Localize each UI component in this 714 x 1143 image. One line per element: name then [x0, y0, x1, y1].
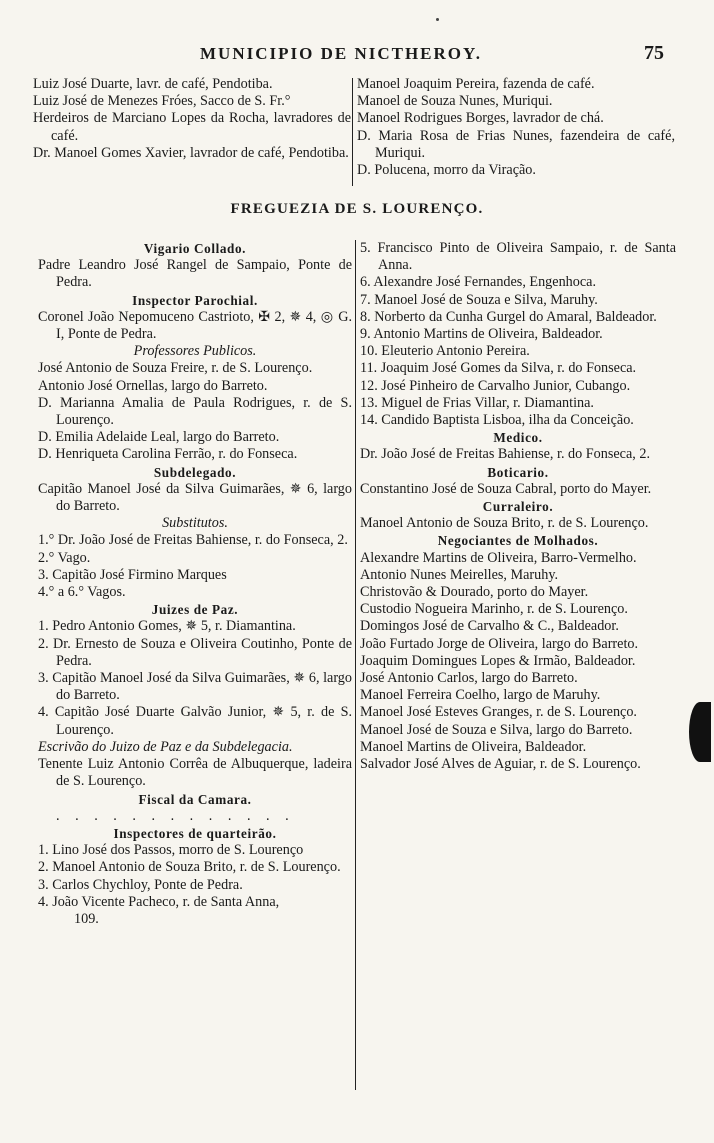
list-item: 7. Manoel José de Souza e Silva, Maruhy.: [360, 291, 598, 308]
list-item: 1. Pedro Antonio Gomes, ✵ 5, r. Diamantina.: [38, 618, 296, 635]
section-heading: Curraleiro.: [482, 499, 554, 515]
page-number: 75: [644, 42, 664, 64]
list-item: Antonio Nunes Meirelles, Maruhy.: [360, 566, 559, 583]
list-item: Manoel José Esteves Granges, r. de S. Lourenço.: [360, 704, 637, 721]
section-heading: Medico.: [493, 430, 543, 446]
list-item: Manoel Rodrigues Borges, lavrador de chá.: [357, 110, 604, 127]
section-heading: Inspectores de quarteirão.: [113, 825, 277, 841]
list-item: José Antonio Carlos, largo do Barreto.: [360, 670, 578, 687]
list-item: 2. Dr. Ernesto de Souza e Oliveira Coutinho, Ponte de Pedra.: [38, 635, 352, 669]
list-item: Luiz José de Menezes Fróes, Sacco de S. Fr.°: [33, 93, 291, 110]
section-heading: Negociantes de Molhados.: [437, 533, 599, 549]
list-item: Salvador José Alves de Aguiar, r. de S. Lourenço.: [360, 756, 641, 773]
list-item: 8. Norberto da Cunha Gurgel do Amaral, Baldeador.: [360, 308, 657, 325]
binding-edge-mark: [689, 702, 711, 762]
list-item: Manoel Joaquim Pereira, fazenda de café.: [357, 76, 595, 92]
column-divider: [352, 78, 353, 186]
list-item: 11. Joaquim José Gomes da Silva, r. do Fonseca.: [360, 360, 637, 377]
list-item: Coronel João Nepomuceno Castrioto, ✠ 2, ✵ 4, ◎ G. I, Ponte de Pedra.: [38, 308, 352, 343]
list-item: 4. João Vicente Pacheco, r. de Santa Anna,: [38, 893, 280, 910]
right-column: [360, 240, 676, 773]
list-item: 2. Manoel Antonio de Souza Brito, r. de S. Lourenço.: [38, 859, 341, 876]
list-item: 12. José Pinheiro de Carvalho Junior, Cubango.: [360, 377, 631, 394]
list-item: Christovão & Dourado, porto do Mayer.: [360, 584, 589, 601]
footer-number: 109.: [74, 910, 99, 927]
list-item: Manoel Martins de Oliveira, Baldeador.: [360, 738, 587, 755]
list-item: Custodio Nogueira Marinho, r. de S. Lourenço.: [360, 601, 628, 618]
list-item: Padre Leandro José Rangel de Sampaio, Ponte de Pedra.: [38, 257, 352, 291]
list-item: Manoel Antonio de Souza Brito, r. de S. Lourenço.: [360, 515, 649, 532]
left-column: [38, 240, 352, 928]
list-item: 4. Capitão José Duarte Galvão Junior, ✵ 5, r. de S. Lourenço.: [38, 704, 352, 738]
list-item: 3. Carlos Chychloy, Ponte de Pedra.: [38, 876, 243, 893]
list-item: 6. Alexandre José Fernandes, Engenhoca.: [360, 274, 596, 291]
list-item: Manoel José de Souza e Silva, largo do Barreto.: [360, 721, 633, 738]
section-heading: Juizes de Paz.: [151, 602, 239, 618]
list-item: 1.° Dr. João José de Freitas Bahiense, r. do Fonseca, 2.: [38, 532, 348, 549]
list-item: Joaquim Domingues Lopes & Irmão, Baldeador.: [360, 652, 636, 669]
list-item: 5. Francisco Pinto de Oliveira Sampaio, r. de Santa Anna.: [360, 240, 676, 274]
subsection-heading: Substitutos.: [162, 515, 228, 532]
list-item: D. Emilia Adelaide Leal, largo do Barreto.: [38, 429, 280, 446]
top-right-column: [357, 76, 675, 179]
list-item: 3. Capitão Manoel José da Silva Guimarães, ✵ 6, largo do Barreto.: [38, 670, 352, 704]
list-item: Domingos José de Carvalho & C., Baldeador.: [360, 618, 619, 635]
list-item: 14. Candido Baptista Lisboa, ilha da Conceição.: [360, 412, 634, 429]
print-speck: [436, 18, 439, 21]
list-item: Herdeiros de Marciano Lopes da Rocha, lavradores de café.: [33, 110, 351, 144]
list-item: José Antonio de Souza Freire, r. de S. Lourenço.: [38, 360, 313, 377]
list-item: 13. Miguel de Frias Villar, r. Diamantina.: [360, 394, 594, 411]
running-title: MUNICIPIO DE NICTHEROY.: [200, 44, 482, 63]
section-heading: Inspector Parochial.: [132, 292, 258, 308]
list-item: Tenente Luiz Antonio Corrêa de Albuquerque, ladeira de S. Lourenço.: [38, 756, 352, 790]
subsection-heading: Professores Publicos.: [133, 343, 257, 360]
list-item: 4.° a 6.° Vagos.: [38, 584, 126, 601]
column-divider: [355, 240, 356, 1090]
list-item: João Furtado Jorge de Oliveira, largo do Barreto.: [360, 635, 639, 652]
list-item: 10. Eleuterio Antonio Pereira.: [360, 343, 530, 360]
list-item: Capitão Manoel José da Silva Guimarães, ✵ 6, largo do Barreto.: [38, 480, 352, 515]
list-item: 3. Capitão José Firmino Marques: [38, 566, 227, 583]
top-left-column: [33, 76, 351, 162]
list-item: Antonio José Ornellas, largo do Barreto.: [38, 377, 268, 394]
list-item: D. Henriqueta Carolina Ferrão, r. do Fonseca.: [38, 446, 298, 463]
section-heading: Fiscal da Camara.: [138, 791, 252, 807]
list-item: D. Polucena, morro da Viração.: [357, 162, 536, 179]
list-item: 2.° Vago.: [38, 549, 91, 566]
list-item: Alexandre Martins de Oliveira, Barro-Vermelho.: [360, 549, 637, 566]
list-item: Constantino José de Souza Cabral, porto do Mayer.: [360, 480, 652, 497]
list-item: 1. Lino José dos Passos, morro de S. Lourenço: [38, 842, 304, 859]
list-item: D. Maria Rosa de Frias Nunes, fazendeira de café, Muriqui.: [357, 127, 675, 161]
section-heading: Subdelegado.: [153, 464, 237, 480]
list-item: Dr. Manoel Gomes Xavier, lavrador de café, Pendotiba.: [33, 144, 349, 161]
parish-title: FREGUEZIA DE S. LOURENÇO.: [230, 201, 484, 217]
list-item: D. Marianna Amalia de Paula Rodrigues, r. de S. Lourenço.: [38, 394, 352, 429]
placeholder-dots: . . . . . . . . . . . . .: [56, 807, 295, 824]
list-item: Manoel de Souza Nunes, Muriqui.: [357, 93, 553, 110]
list-item: 9. Antonio Martins de Oliveira, Baldeador.: [360, 326, 603, 343]
list-item: Dr. João José de Freitas Bahiense, r. do Fonseca, 2.: [360, 446, 651, 463]
section-heading: Vigario Collado.: [143, 241, 247, 256]
section-heading: Boticario.: [487, 464, 549, 480]
list-item: Manoel Ferreira Coelho, largo de Maruhy.: [360, 687, 601, 704]
list-item: Luiz José Duarte, lavr. de café, Pendotiba.: [33, 76, 273, 92]
subsection-heading: Escrivão do Juizo de Paz e da Subdelegacia.: [38, 738, 293, 755]
